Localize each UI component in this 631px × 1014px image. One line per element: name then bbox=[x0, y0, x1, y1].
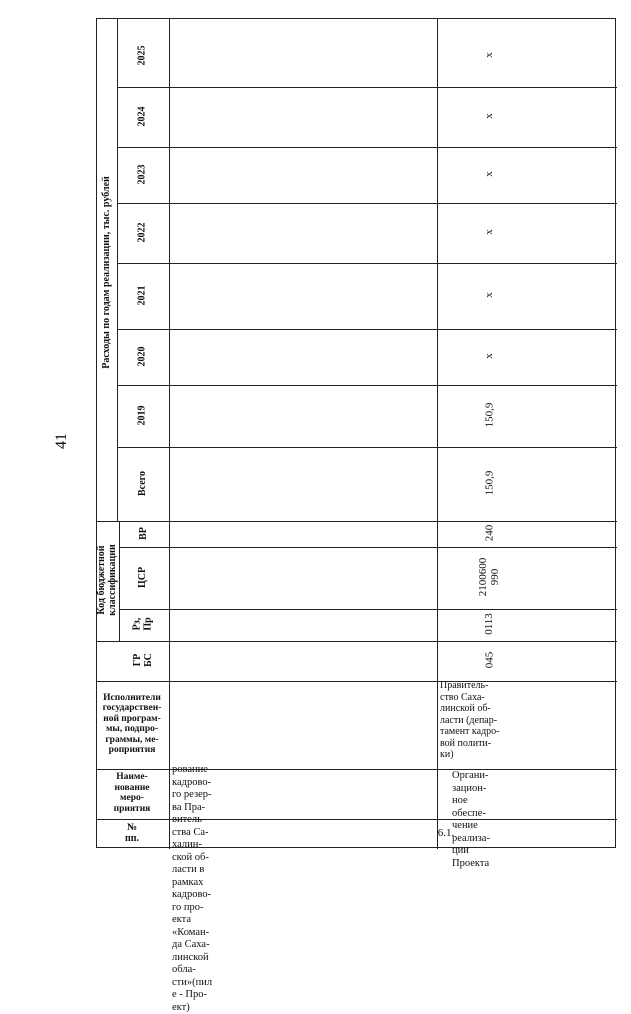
row1-2020: x bbox=[483, 353, 495, 359]
grid-hline bbox=[117, 263, 617, 264]
row1-name: Органи- зацион- ное обеспе- чение реализа- ции Проекта bbox=[452, 770, 490, 869]
grid-hline bbox=[117, 447, 617, 448]
grid-hline bbox=[97, 521, 617, 522]
grid-hline bbox=[97, 641, 617, 642]
row1-csr: 2100600 990 bbox=[477, 557, 501, 597]
year-header-2021: 2021 bbox=[136, 285, 148, 305]
row1-2021: x bbox=[483, 292, 495, 298]
rzpr-header: Рз, Пр bbox=[132, 617, 154, 631]
grid-hline bbox=[117, 329, 617, 330]
grid-hline bbox=[117, 203, 617, 204]
budget-table bbox=[96, 18, 616, 848]
row1-rzpr: 0113 bbox=[483, 613, 495, 635]
row0-name: рование кадрово- го резер- ва Пра- витель- ства Са- халин- ской об- ласти в рамках кадрово- го про- екта «Коман- да Саха- линской обла- сти»(пил е - Про- ект) bbox=[172, 764, 213, 1013]
expenses-group-header: Расходы по годам реализации, тыс. рублей bbox=[100, 175, 112, 369]
csr-header: ЦСР bbox=[137, 566, 149, 588]
year-header-2022: 2022 bbox=[136, 222, 148, 242]
year-header-2025: 2025 bbox=[136, 45, 148, 65]
row1-2025: x bbox=[483, 52, 495, 58]
grid-hline bbox=[117, 385, 617, 386]
vr-header: ВР bbox=[137, 526, 149, 540]
name-header: Наиме- нование меро- приятия bbox=[113, 772, 151, 814]
row1-total: 150,9 bbox=[483, 470, 495, 496]
row1-num: 6.1. bbox=[437, 827, 455, 839]
year-header-2019: 2019 bbox=[136, 405, 148, 425]
executors-header: Исполнители государствен- ной програм- мы, подпро- граммы, ме- роприятия bbox=[102, 692, 162, 755]
grid-vline bbox=[437, 19, 438, 849]
grid-hline bbox=[117, 147, 617, 148]
row1-executor: Правитель- ство Саха- линской об- ласти (депар- тамент кадро- вой полити- ки) bbox=[440, 680, 500, 760]
row1-vr: 240 bbox=[483, 524, 495, 542]
row1-grbs: 045 bbox=[483, 651, 495, 669]
year-header-2020: 2020 bbox=[136, 346, 148, 366]
row1-2024: x bbox=[483, 113, 495, 119]
total-header: Всего bbox=[136, 470, 148, 496]
grid-hline bbox=[119, 547, 617, 548]
row1-2023: x bbox=[483, 171, 495, 177]
page-number: 41 bbox=[53, 433, 70, 449]
year-header-2023: 2023 bbox=[136, 164, 148, 184]
grid-hline bbox=[97, 681, 617, 682]
grbs-header: ГР БС bbox=[131, 653, 154, 667]
budget-code-group-header: Код бюджетной классификации bbox=[96, 544, 118, 616]
row1-2019: 150,9 bbox=[483, 402, 495, 428]
grid-vline bbox=[169, 19, 170, 849]
grid-hline bbox=[119, 609, 617, 610]
grid-hline bbox=[117, 87, 617, 88]
year-header-2024: 2024 bbox=[136, 106, 148, 126]
row1-2022: x bbox=[483, 229, 495, 235]
num-header: № пп. bbox=[124, 822, 140, 844]
